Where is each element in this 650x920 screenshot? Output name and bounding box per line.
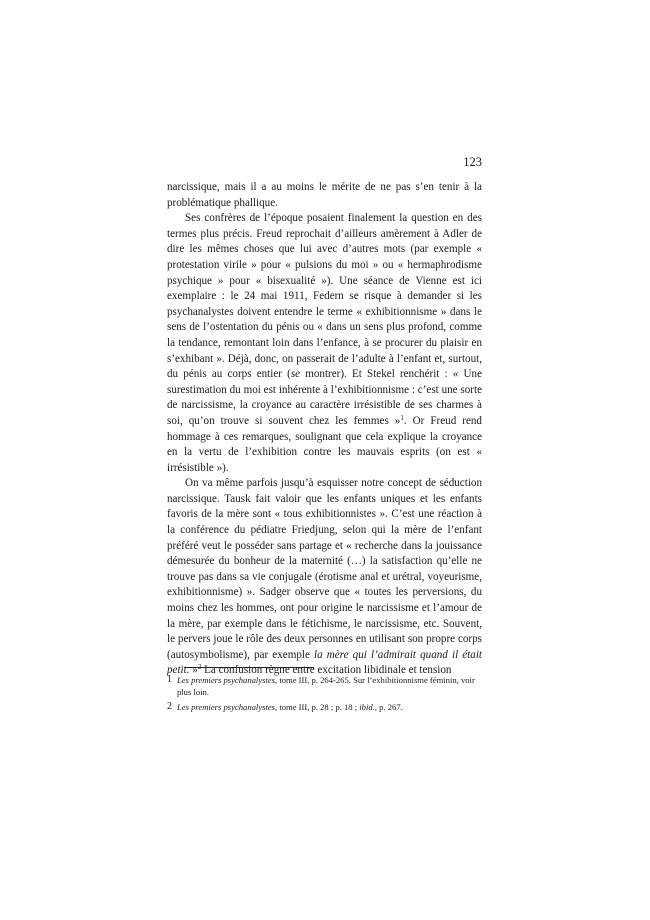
footnote-2-mid: , tome III, p. 28 ; p. 18 ;	[275, 702, 360, 713]
footnote-ref-1[interactable]: 1	[400, 413, 404, 422]
paragraph-3	[167, 476, 482, 679]
paragraph-2-text-c: . Or Freud rend hommage à ces remarques, soulignant que cela explique la croyance en la vertu de l’exhibition contre les mauvais esprits (on est « irrésistible »).	[167, 414, 482, 474]
footnote-1-title: Les premiers psychanalystes	[177, 675, 276, 685]
paragraph-2	[167, 211, 482, 476]
footnote-1-text	[177, 675, 485, 698]
paragraph-3-text-a: On va même parfois jusqu’à esquisser notre concept de séduction narcissique. Tausk fait valoir que les enfants uniques et les enfants favoris de la mère sont « tous exhibitionnistes ». C’est une réaction à la conférence du pédiatre Friedjung, selon qui la mère de l’enfant préféré veut le posséder sans partage et « recherche dans la jouissance démesurée du bonheur de la maternité (…) la satisfaction qu’elle ne trouve pas dans sa vie conjugale (érotisme anal et urétral, voyeurisme, exhibitionnisme) ». Sadger observe que « toutes les perversions, du moins chez les hommes, ont pour origine le narcissisme et l’amour de la mère, par exemple dans le fétichisme, le narcissisme, etc. Souvent, le pervers joue le rôle des deux personnes en utilisant son propre corps (autosymbolisme), par exemple	[167, 477, 482, 661]
footnote-2-rest: , p. 267.	[374, 702, 403, 713]
footnote-ref-2[interactable]: 2	[197, 663, 202, 672]
paragraph-1: narcissique, mais il a au moins le mérite de ne pas s’en tenir à la problématique phallique.	[167, 181, 482, 209]
footnote-2-text	[177, 702, 485, 714]
footnote-1	[167, 675, 485, 698]
footnote-2	[167, 702, 485, 714]
footnote-2-title: Les premiers psychanalystes	[177, 702, 276, 713]
paragraph-3-text-b: »	[189, 664, 198, 677]
footnote-2-ibid: ibid.	[359, 702, 375, 713]
footnote-number-2: 2	[167, 701, 172, 713]
paragraph-2-text-b: montrer). Et Stekel renchérit : « Une surestimation du moi est inhérente à l’exhibitionnisme : c’est une sorte de narcissisme, la croyance au caractère irrésistible de ses charmes à soi, qu’on trouve si souvent chez les femmes »	[167, 368, 482, 427]
footnotes	[167, 675, 485, 718]
paragraph-2-text-a: Ses confrères de l’époque posaient finalement la question en des termes plus précis. Freud reprochait d’ailleurs amèrement à Adler de dire les mêmes choses que lui avec d’autres mots (par exemple « protestation virile » pour « pulsions du moi » ou « hermaphrodisme psychique » pour « bisexualité »). Une séance de Vienne est ici exemplaire : le 24 mai 1911, Federn se risque à demander si les psychanalystes doivent entendre le terme « exhibitionnisme » dans le sens de l’ostentation du pénis ou « dans un sens plus profond, comme la tendance, remontant loin dans l’enfance, à se procurer du plaisir en s’exhibant ». Déjà, donc, on passerait de l’adulte à l’enfant et, surtout, du pénis au corps entier (	[167, 212, 482, 381]
paragraph-2-italic: se	[290, 368, 301, 381]
footnote-separator	[184, 667, 314, 668]
paragraph-3-italic: la mère qui l’admirait quand il était petit.	[167, 648, 482, 677]
footnote-1-rest: , tome III, p. 264-265. Sur l’exhibitionnisme féminin, voir plus loin.	[177, 675, 475, 697]
body-text	[167, 180, 482, 679]
footnote-number-1: 1	[167, 674, 172, 685]
page-number: 123	[463, 155, 482, 169]
paragraph-3-text-c: La confusion règne entre excitation libidinale et tension	[201, 664, 452, 677]
